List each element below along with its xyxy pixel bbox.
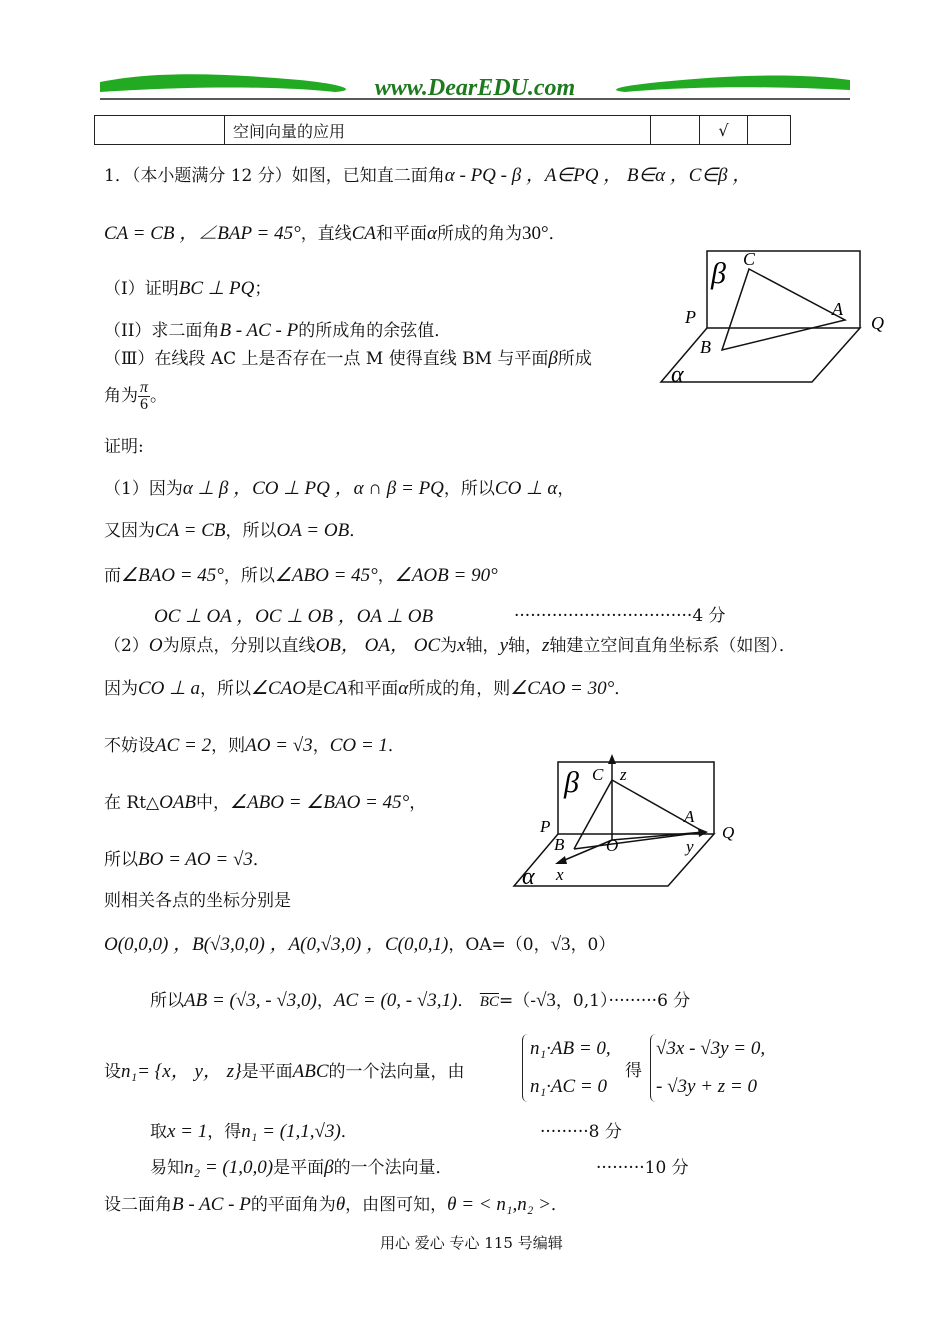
s2-math-b: OA = OB [276, 520, 350, 541]
s6-a: 因为 [104, 679, 138, 699]
s5-i: 轴， [508, 636, 542, 656]
score-6: ，0,1）·········6 分 [555, 991, 691, 1011]
s1-math-a: α ⊥ β ，CO ⊥ PQ ，α ∩ β = PQ [182, 478, 444, 499]
s8-c: 中， [196, 793, 231, 813]
s9-c: ． [252, 850, 270, 870]
s15-d: β [324, 1157, 334, 1178]
solution-line-1 [104, 473, 574, 500]
s12-d: AC = (0, - √3,1) [333, 990, 458, 1011]
s11-text: ，OA=（0， [448, 935, 551, 955]
problem-line-1 [104, 160, 751, 187]
s8-d: ∠ABO = ∠BAO = 45° [230, 792, 410, 813]
solution-line-5 [104, 630, 796, 657]
x-axis-arrow-icon [555, 856, 567, 864]
fraction-denominator: 6 [140, 396, 148, 413]
s7-a: 不妨设 [104, 736, 155, 756]
proof-label: 证明: [104, 437, 144, 457]
part3-line2-end: 。 [150, 386, 168, 406]
s5-a: （2） [104, 636, 149, 656]
label-b-2: B [554, 835, 565, 854]
s6-k: ． [614, 679, 632, 699]
s16-a: 设二面角 [104, 1195, 172, 1215]
s4-math: OC ⊥ OA ，OC ⊥ OB ，OA ⊥ OB [154, 606, 434, 627]
s13-n1: n₁ [121, 1061, 138, 1082]
part2-label: （II）求二面角 [104, 321, 220, 341]
s5-b: O [148, 635, 163, 656]
label-q-2: Q [722, 823, 735, 842]
pi-over-6-fraction [138, 380, 150, 413]
label-alpha: α [671, 362, 684, 388]
s2-a: 又因为 [104, 521, 155, 541]
solution-line-4 [154, 601, 433, 628]
label-beta-2: β [564, 766, 579, 799]
s6-e: 是 [306, 679, 323, 699]
s3-c: ，所以 [223, 566, 275, 586]
plane-alpha [661, 328, 860, 382]
s14-b: x = 1 [167, 1121, 208, 1142]
problem-math-2b: CA [351, 223, 376, 244]
s6-b: CO ⊥ a [138, 678, 200, 699]
label-beta: β [711, 257, 726, 290]
problem-math-2a: CA = CB ，∠BAP = 45° [104, 223, 301, 244]
s7-e: ， [312, 736, 330, 756]
s1-math-b: CO ⊥ α [494, 478, 558, 499]
s6-j: ∠CAO = 30° [510, 678, 615, 699]
problem-part-2 [104, 316, 451, 342]
s5-c: 为原点，分别以直线 [162, 636, 316, 656]
s11-end: ，0） [570, 935, 616, 955]
s13-f: 的一个法向量，由 [328, 1062, 465, 1082]
s6-i: 所成的角，则 [408, 679, 511, 699]
label-q: Q [871, 313, 884, 333]
s12-a: 所以 [150, 991, 184, 1011]
s5-k: 轴建立空间直角坐标系（如图）． [549, 636, 796, 656]
header-cell-check: √ [700, 116, 748, 145]
s13-a: 设 [104, 1062, 121, 1082]
s7-c: ，则 [211, 736, 246, 756]
solution-line-3 [104, 561, 498, 587]
s6-h: α [398, 678, 409, 699]
s3-math-b: ∠ABO = 45° [274, 565, 378, 586]
problem-part-3-line-2 [104, 380, 167, 413]
problem-math-2c: α [426, 223, 437, 244]
s14-a: 取 [150, 1122, 167, 1142]
s14-d: n₁ = (1,1,√3) [241, 1121, 341, 1142]
header-cell-5 [748, 116, 791, 145]
solution-line-11 [104, 929, 615, 956]
s16-f: θ = < n₁,n₂ > [447, 1194, 551, 1215]
problem-math-2d: 30° [521, 223, 549, 244]
s16-c: 的平面角为 [250, 1195, 336, 1215]
s14-e: ． [340, 1122, 358, 1142]
part3-line2: 角为 [104, 386, 138, 406]
s5-e: 为 [440, 636, 458, 656]
label-z: z [620, 765, 627, 784]
s13-set: = {x， y， z} [137, 1061, 242, 1082]
header-cell-topic: 空间向量的应用 [225, 116, 651, 145]
system-2-row-2: - √3y + z = 0 [656, 1076, 757, 1097]
solution-line-16 [104, 1190, 568, 1216]
s11-math: O(0,0,0) ，B(√3,0,0) ，A(0,√3,0) ，C(0,0,1) [104, 934, 449, 955]
label-p-2: P [540, 817, 551, 836]
problem-text-2c: 所成的角为 [436, 224, 522, 244]
s5-d: OB， OA， OC [315, 635, 441, 656]
part1-label: （I）证明 [104, 279, 179, 299]
s5-j: z [542, 635, 550, 656]
part3-end: 所成 [557, 349, 592, 369]
s6-f: CA [323, 678, 348, 699]
s12-b: AB = (√3, - √3,0) [184, 990, 317, 1011]
system-1-row-2: n₁·AC = 0 [530, 1076, 607, 1097]
s12-c: ， [316, 991, 334, 1011]
s8-e: ， [409, 793, 427, 813]
part1-end: ； [254, 279, 272, 299]
s3-math-c: ∠AOB = 90° [394, 565, 498, 586]
s7-b: AC = 2 [155, 735, 212, 756]
triangle-abc [722, 269, 845, 350]
header-table [94, 115, 791, 145]
part2-math: B - AC - P [219, 320, 299, 341]
s6-d: ∠CAO [250, 678, 306, 699]
part3-text: （Ⅲ）在线段 AC 上是否存在一点 M 使得直线 BM 与平面 [104, 349, 549, 369]
s13-abc: ABC [292, 1061, 329, 1082]
solution-line-7 [104, 731, 405, 757]
y-axis-arrow-icon [698, 828, 708, 837]
s15-a: 易知 [150, 1158, 184, 1178]
solution-line-8 [104, 788, 426, 814]
s16-d: θ [335, 1194, 346, 1215]
system-2-row-1: √3x - √3y = 0, [656, 1038, 766, 1059]
solution-line-13 [104, 1056, 465, 1083]
problem-intro: 1．（本小题满分 12 分）如图，已知直二面角 [104, 166, 445, 186]
problem-line-2 [104, 218, 566, 245]
banner-text: www.DearEDU.com [374, 75, 576, 101]
s5-g: 轴， [465, 636, 500, 656]
s5-f: x [457, 635, 466, 656]
header-cell-1 [95, 116, 225, 145]
s6-g: 和平面 [347, 679, 399, 699]
problem-math-1: α - PQ - β ，A∈PQ ， B∈α ，C∈β ， [444, 165, 752, 186]
s14-c: ，得 [207, 1122, 242, 1142]
s15-e: 的一个法向量． [333, 1158, 453, 1178]
s13-d: 是平面 [241, 1062, 293, 1082]
s1-c: ，所以 [443, 479, 495, 499]
score-4: ·································4 分 [514, 606, 726, 626]
part2-end: 的所成角的余弦值． [298, 321, 452, 341]
s7-g: ． [387, 736, 405, 756]
solution-line-12 [150, 986, 690, 1012]
solution-line-15 [150, 1153, 453, 1179]
s15-c: 是平面 [273, 1158, 325, 1178]
solution-line-10: 则相关各点的坐标分别是 [104, 891, 291, 911]
header-cell-3 [651, 116, 700, 145]
part3-math: β [548, 348, 558, 369]
banner-left-swoosh [100, 74, 346, 92]
s1-a: （1）因为 [104, 479, 183, 499]
s8-b: OAB [159, 792, 197, 813]
label-b: B [700, 337, 711, 357]
solution-line-2 [104, 516, 366, 542]
part1-math: BC ⊥ PQ [178, 278, 255, 299]
label-y: y [686, 837, 694, 856]
solution-line-6 [104, 674, 631, 700]
label-p: P [685, 307, 696, 327]
s11-sqrt: √3 [550, 934, 571, 955]
score-10: ·········10 分 [596, 1158, 689, 1178]
problem-part-1 [104, 274, 271, 300]
s2-e: ． [349, 521, 367, 541]
s12-g: =（- [498, 991, 536, 1011]
x-axis [560, 840, 612, 862]
z-axis-arrow-icon [608, 754, 616, 764]
s15-b: n₂ = (1,0,0) [184, 1157, 274, 1178]
label-alpha-2: α [522, 864, 535, 890]
s12-e: ． [457, 991, 475, 1011]
label-o: O [606, 836, 619, 855]
label-c-2: C [592, 765, 604, 784]
label-x: x [556, 865, 564, 884]
s8-a: 在 Rt△ [104, 793, 160, 813]
problem-part-3 [104, 344, 592, 370]
s16-g: ． [550, 1195, 568, 1215]
label-a-2: A [684, 807, 695, 826]
problem-text-2b: 和平面 [375, 224, 427, 244]
s7-f: CO = 1 [329, 735, 388, 756]
s2-math-a: CA = CB [155, 520, 226, 541]
s3-a: 而 [104, 566, 121, 586]
solution-line-9 [104, 845, 270, 871]
problem-text-2a: ，直线 [300, 224, 352, 244]
score-8: ·········8 分 [540, 1122, 622, 1142]
page-footer: 用心 爱心 专心 115 号编辑 [380, 1234, 563, 1252]
s5-h: y [499, 635, 508, 656]
s13-g: 得 [625, 1061, 642, 1081]
s3-e: ， [377, 566, 395, 586]
s16-e: ，由图可知， [345, 1195, 448, 1215]
s9-a: 所以 [104, 850, 138, 870]
figure-dihedral-angle [655, 245, 895, 390]
problem-text-2d: ． [548, 224, 566, 244]
figure-coordinate-system [508, 752, 748, 892]
s2-c: ，所以 [225, 521, 277, 541]
fraction-numerator: π [140, 379, 149, 396]
banner-right-swoosh [616, 76, 850, 92]
s9-b: BO = AO = √3 [138, 849, 253, 870]
s7-d: AO = √3 [245, 735, 313, 756]
s3-math-a: ∠BAO = 45° [121, 565, 224, 586]
system-1-row-1: n₁·AB = 0, [530, 1038, 611, 1059]
s6-c: ，所以 [199, 679, 251, 699]
label-c: C [743, 249, 756, 269]
solution-line-14 [150, 1117, 358, 1143]
s16-b: B - AC - P [172, 1194, 251, 1215]
s12-h: √3 [535, 990, 556, 1011]
s12-vector-bc: $\overline{BC}$ [479, 994, 499, 1010]
label-a: A [832, 299, 843, 319]
site-banner [100, 70, 850, 106]
s1-e: ， [557, 479, 575, 499]
